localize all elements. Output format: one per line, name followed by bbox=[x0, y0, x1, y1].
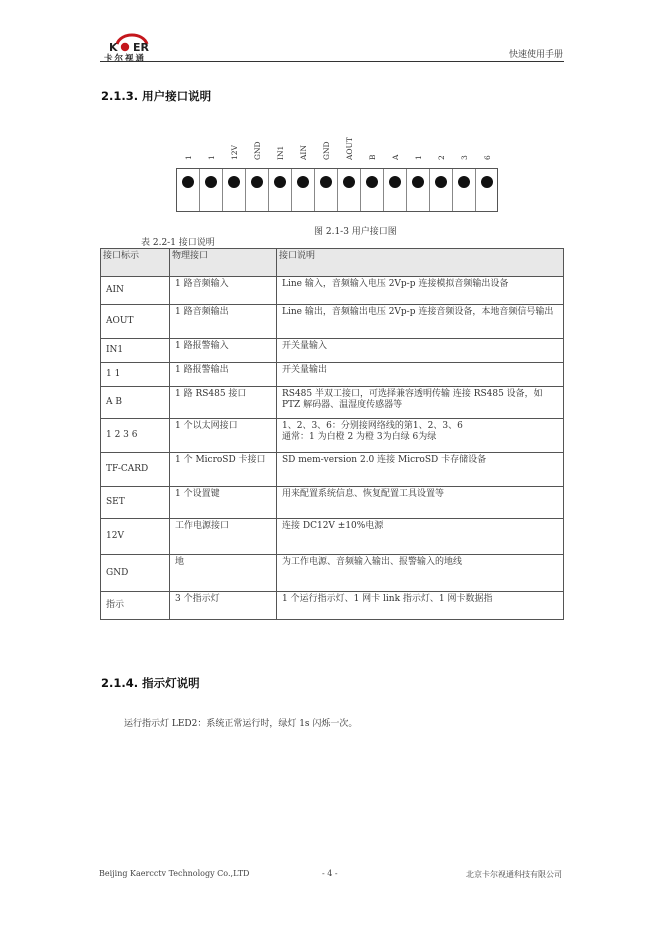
table-cell-desc: Line 输出，音频输出电压 2Vp-p 连接音频设备，本地音频信号输出 bbox=[277, 305, 564, 339]
table-cell-id: AOUT bbox=[101, 305, 170, 339]
svg-text:K: K bbox=[109, 41, 118, 54]
terminal-screw-icon bbox=[228, 176, 240, 188]
table-cell-physical: 1 路报警输出 bbox=[170, 363, 277, 387]
terminal-screw-icon bbox=[297, 176, 309, 188]
table-cell-id: AIN bbox=[101, 277, 170, 305]
header-title: 快速使用手册 bbox=[508, 50, 563, 60]
table-cell-physical: 1 路音频输出 bbox=[170, 305, 277, 339]
terminal-screw-icon bbox=[458, 176, 470, 188]
table-cell-physical: 1 路报警输入 bbox=[170, 339, 277, 363]
terminal-screw-icon bbox=[251, 176, 263, 188]
terminal-screw-icon bbox=[274, 176, 286, 188]
table-row bbox=[101, 519, 564, 555]
terminal-screw-icon bbox=[343, 176, 355, 188]
pin-label: 12V bbox=[230, 145, 239, 160]
terminal-pin bbox=[453, 169, 476, 211]
terminal-pin bbox=[246, 169, 269, 211]
table-cell-desc: 连接 DC12V ±10%电源 bbox=[277, 519, 564, 555]
table-row bbox=[101, 305, 564, 339]
pin-label: 1 bbox=[414, 155, 423, 160]
pin-label: B bbox=[368, 154, 377, 160]
terminal-block bbox=[176, 168, 498, 212]
table-cell-desc: 1 个运行指示灯、1 网卡 link 指示灯、1 网卡数据指 bbox=[277, 592, 564, 620]
section-heading-interface: 2.1.3. 用户接口说明 bbox=[101, 89, 212, 103]
logo-text: 卡尔视通 bbox=[104, 54, 147, 64]
table-cell-id: GND bbox=[101, 555, 170, 592]
terminal-pin bbox=[177, 169, 200, 211]
table-cell-physical: 1 路音频输入 bbox=[170, 277, 277, 305]
table-cell-desc: RS485 半双工接口，可选择兼容透明传输 连接 RS485 设备，如 PTZ 解码器、温湿度传感器等 bbox=[277, 387, 564, 419]
pin-label: 6 bbox=[483, 155, 492, 160]
table-row bbox=[101, 419, 564, 453]
table-header-cell: 物理接口 bbox=[170, 249, 277, 277]
table-cell-id: 12V bbox=[101, 519, 170, 555]
terminal-screw-icon bbox=[481, 176, 493, 188]
pin-label: AOUT bbox=[345, 137, 354, 160]
terminal-pin bbox=[361, 169, 384, 211]
table-header-cell: 接口说明 bbox=[277, 249, 564, 277]
table-row bbox=[101, 453, 564, 487]
table-row bbox=[101, 487, 564, 519]
pin-label: 1 bbox=[184, 155, 193, 160]
table-row bbox=[101, 339, 564, 363]
table-cell-id: 1 2 3 6 bbox=[101, 419, 170, 453]
terminal-pin bbox=[476, 169, 499, 211]
figure-caption: 图 2.1-3 用户接口图 bbox=[314, 227, 397, 237]
table-cell-id: TF-CARD bbox=[101, 453, 170, 487]
terminal-pin bbox=[315, 169, 338, 211]
pin-label: 3 bbox=[460, 155, 469, 160]
table-cell-desc: 为工作电源、音频输入输出、报警输入的地线 bbox=[277, 555, 564, 592]
terminal-pin bbox=[430, 169, 453, 211]
table-cell-id: A B bbox=[101, 387, 170, 419]
table-caption: 表 2.2-1 接口说明 bbox=[141, 238, 215, 248]
table-cell-desc: 开关量输出 bbox=[277, 363, 564, 387]
table-cell-physical: 工作电源接口 bbox=[170, 519, 277, 555]
terminal-screw-icon bbox=[366, 176, 378, 188]
terminal-screw-icon bbox=[205, 176, 217, 188]
table-cell-physical: 1 个以太网接口 bbox=[170, 419, 277, 453]
pin-label: AIN bbox=[299, 145, 308, 160]
table-row bbox=[101, 277, 564, 305]
terminal-pin bbox=[292, 169, 315, 211]
page-number: - 4 - bbox=[322, 869, 338, 878]
table-cell-id: 指示 bbox=[101, 592, 170, 620]
pin-label: 1 bbox=[207, 155, 216, 160]
table-cell-desc: 用来配置系统信息、恢复配置工具设置等 bbox=[277, 487, 564, 519]
table-row bbox=[101, 387, 564, 419]
pin-label: GND bbox=[253, 141, 262, 160]
pin-label: 2 bbox=[437, 155, 446, 160]
table-cell-physical: 地 bbox=[170, 555, 277, 592]
interface-table bbox=[100, 248, 564, 620]
table-cell-desc: Line 输入，音频输入电压 2Vp-p 连接模拟音频输出设备 bbox=[277, 277, 564, 305]
table-row bbox=[101, 363, 564, 387]
table-cell-physical: 1 个设置键 bbox=[170, 487, 277, 519]
table-cell-physical: 1 个 MicroSD 卡接口 bbox=[170, 453, 277, 487]
table-header-row bbox=[101, 249, 564, 277]
table-row bbox=[101, 592, 564, 620]
pin-label: A bbox=[391, 154, 400, 160]
svg-text:ER: ER bbox=[133, 41, 149, 54]
table-cell-id: SET bbox=[101, 487, 170, 519]
table-header-cell: 接口标示 bbox=[101, 249, 170, 277]
pin-label: IN1 bbox=[276, 145, 285, 160]
table-cell-physical: 1 路 RS485 接口 bbox=[170, 387, 277, 419]
footer-company-cn: 北京卡尔视通科技有限公司 bbox=[466, 870, 562, 879]
terminal-screw-icon bbox=[412, 176, 424, 188]
terminal-screw-icon bbox=[389, 176, 401, 188]
terminal-pin bbox=[338, 169, 361, 211]
table-cell-desc: 1、2、3、6：分别接网络线的第1、2、3、6 通常：1 为白橙 2 为橙 3为白绿 6为绿 bbox=[277, 419, 564, 453]
footer-company-en: Beijing Kaercctv Technology Co.,LTD bbox=[99, 869, 250, 878]
terminal-screw-icon bbox=[320, 176, 332, 188]
section-heading-indicator: 2.1.4. 指示灯说明 bbox=[101, 676, 200, 690]
table-cell-physical: 3 个指示灯 bbox=[170, 592, 277, 620]
terminal-pin bbox=[269, 169, 292, 211]
terminal-screw-icon bbox=[182, 176, 194, 188]
table-cell-desc: 开关量输入 bbox=[277, 339, 564, 363]
terminal-screw-icon bbox=[435, 176, 447, 188]
terminal-pin bbox=[223, 169, 246, 211]
table-cell-id: 1 1 bbox=[101, 363, 170, 387]
indicator-description: 运行指示灯 LED2：系统正常运行时，绿灯 1s 闪烁一次。 bbox=[124, 719, 358, 729]
header-divider bbox=[100, 61, 564, 62]
table-cell-desc: SD mem-version 2.0 连接 MicroSD 卡存储设备 bbox=[277, 453, 564, 487]
pin-label: GND bbox=[322, 141, 331, 160]
terminal-pin bbox=[384, 169, 407, 211]
terminal-pin bbox=[407, 169, 430, 211]
table-cell-id: IN1 bbox=[101, 339, 170, 363]
table-row bbox=[101, 555, 564, 592]
terminal-pin bbox=[200, 169, 223, 211]
